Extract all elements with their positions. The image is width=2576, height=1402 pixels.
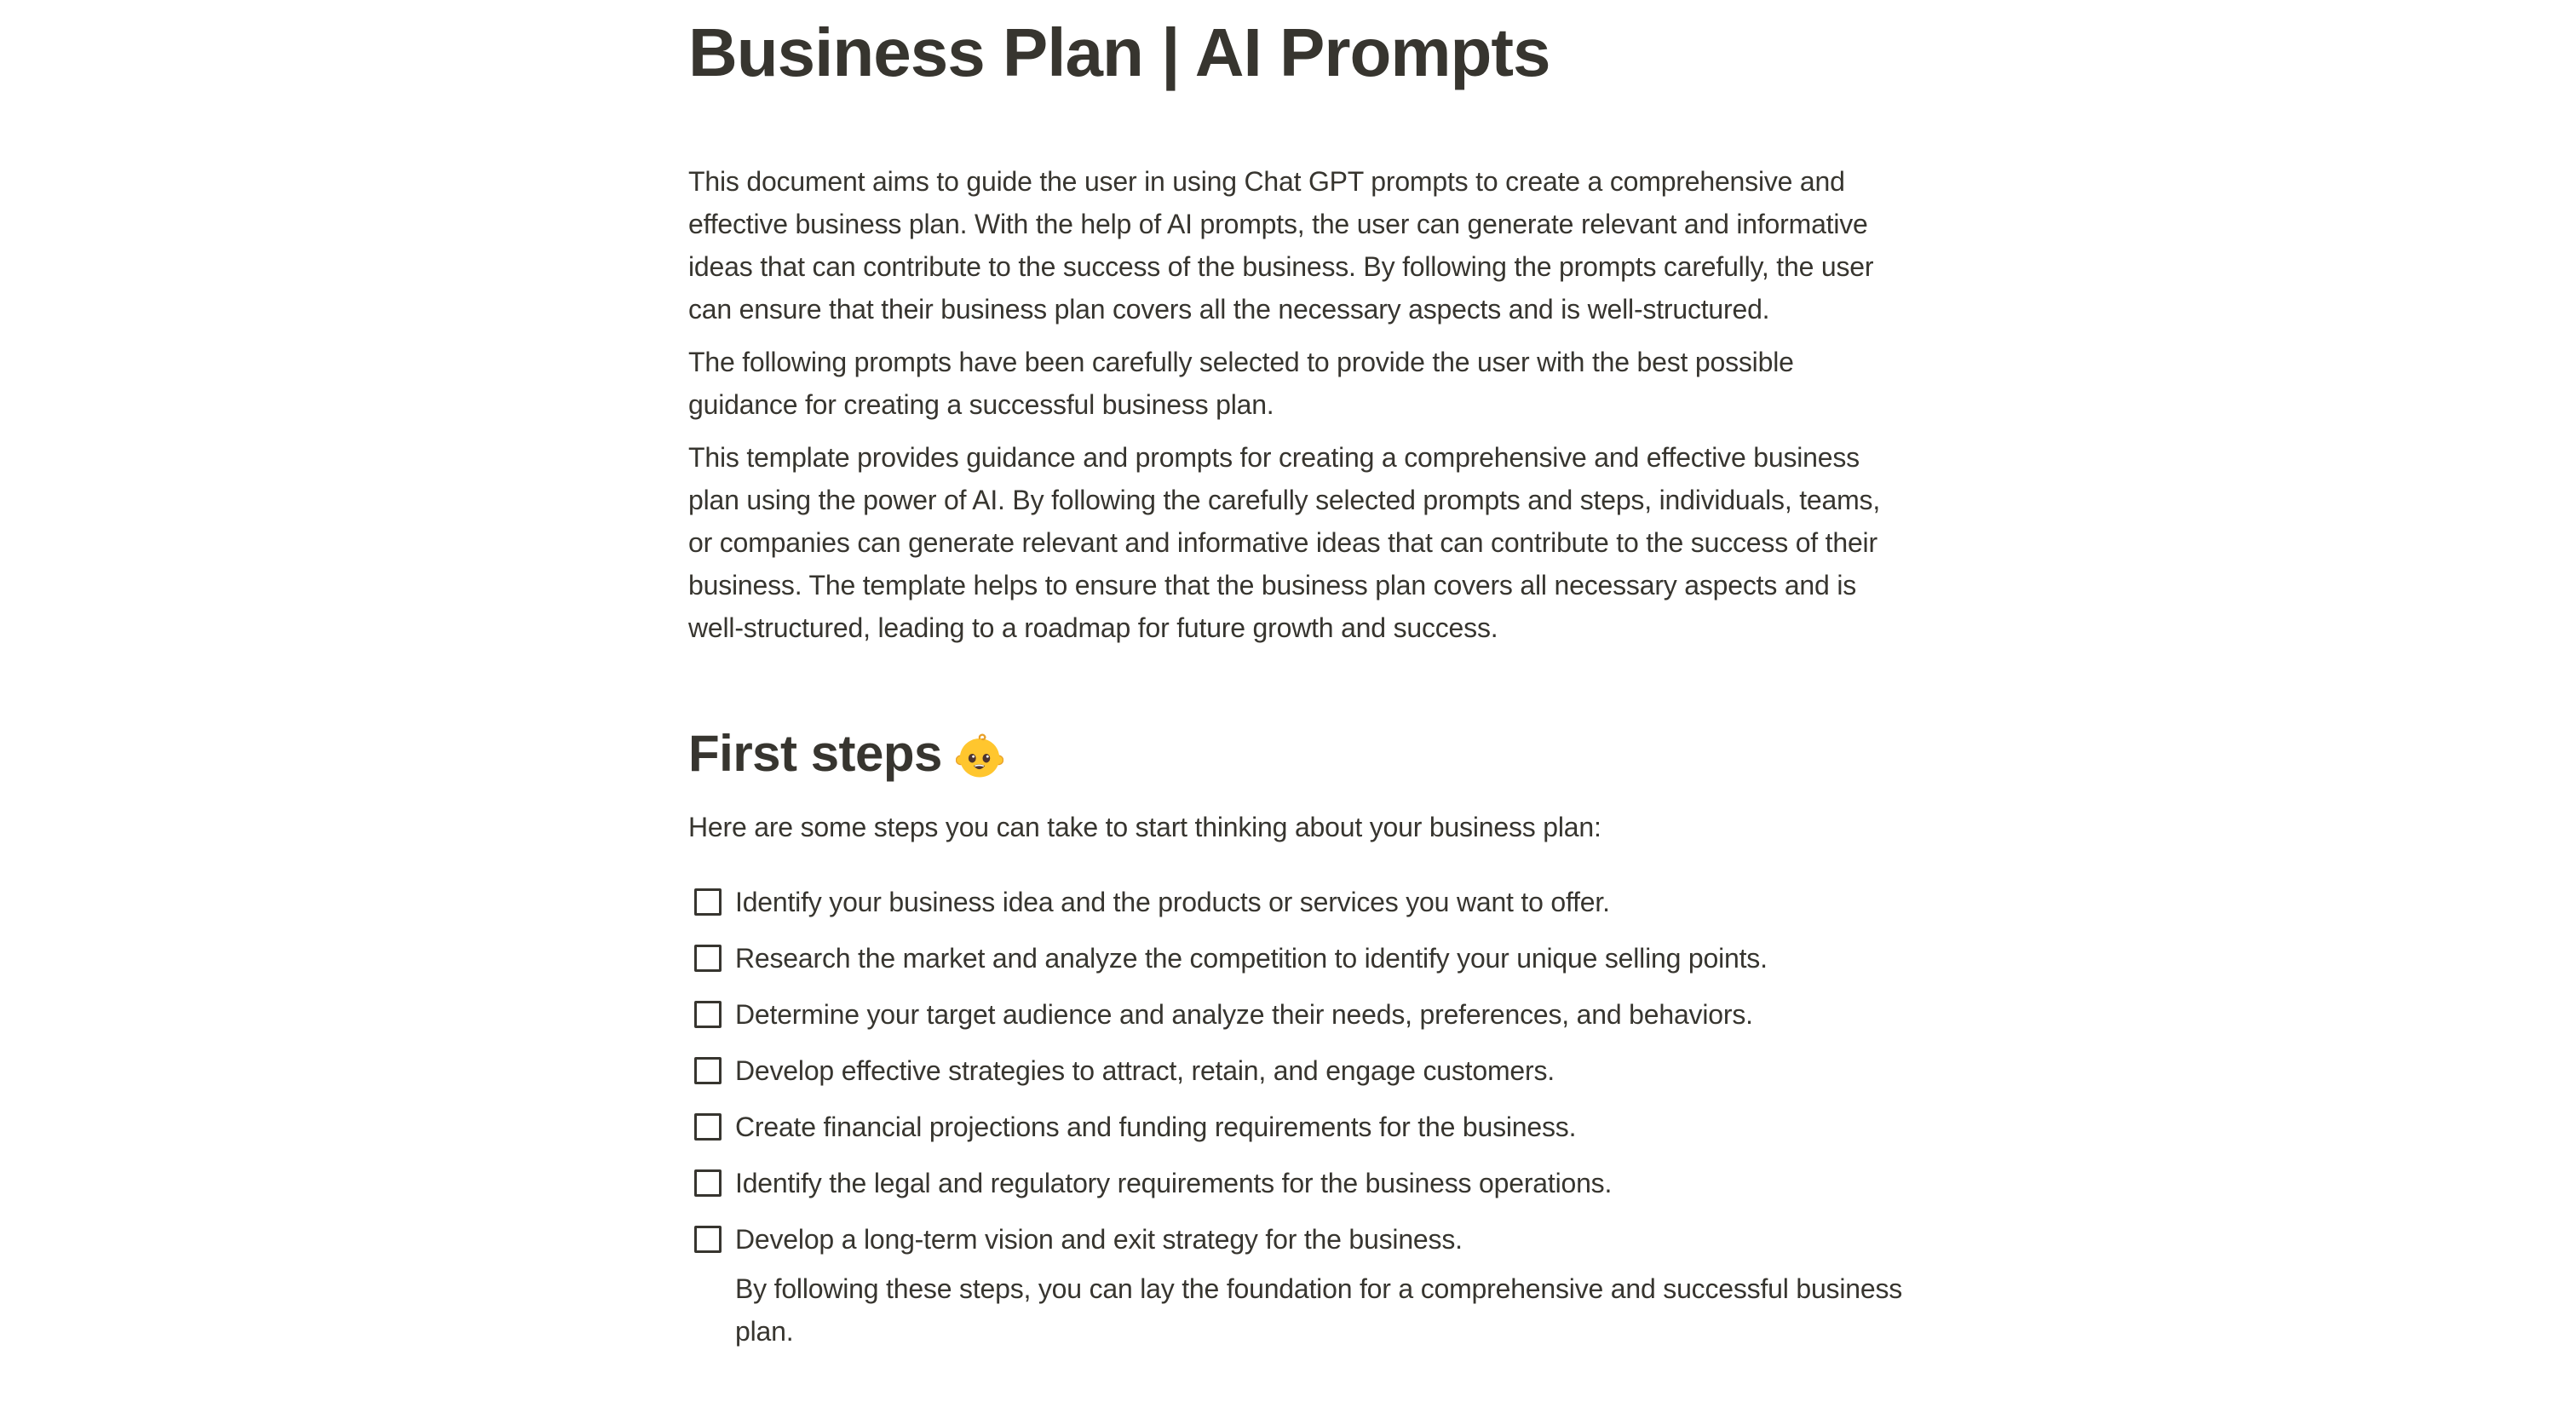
todo-label: Identify your business idea and the products or services you want to offer. [735, 887, 1610, 917]
page-title: Business Plan | AI Prompts [688, 14, 1550, 90]
todo-label: Develop a long-term vision and exit strategy for the business. [735, 1224, 1463, 1255]
todo-checkbox[interactable] [694, 1113, 722, 1141]
document-content [688, 0, 1908, 1353]
intro-paragraph-2: The following prompts have been carefully selected to provide the user with the best possible guidance for creating a successful business plan. [688, 347, 1794, 420]
todo-item [688, 1099, 1908, 1155]
todo-item [688, 986, 1908, 1043]
closing-text: By following these steps, you can lay the foundation for a comprehensive and successful business plan. [735, 1273, 1903, 1347]
baby-emoji-icon [956, 730, 1003, 778]
todo-checkbox[interactable] [694, 1057, 722, 1084]
todo-item [688, 1043, 1908, 1099]
todo-label: Identify the legal and regulatory requirements for the business operations. [735, 1168, 1613, 1198]
todo-item [688, 874, 1908, 930]
todo-checkbox[interactable] [694, 1169, 722, 1197]
todo-label: Determine your target audience and analyze their needs, preferences, and behaviors. [735, 999, 1753, 1030]
section-intro: Here are some steps you can take to start thinking about your business plan: [688, 812, 1601, 842]
todo-label: Create financial projections and funding requirements for the business. [735, 1112, 1577, 1142]
todo-item [688, 1155, 1908, 1211]
section-heading-text: First steps [688, 725, 942, 782]
todo-label: Research the market and analyze the competition to identify your unique selling points. [735, 943, 1768, 974]
section-heading-first-steps [688, 721, 1908, 787]
todo-checkbox[interactable] [694, 888, 722, 916]
todo-checkbox[interactable] [694, 945, 722, 972]
intro-section [688, 160, 1908, 649]
todo-item [688, 930, 1908, 986]
todo-list [688, 874, 1908, 1353]
intro-paragraph-1: This document aims to guide the user in using Chat GPT prompts to create a comprehensive and effective business plan. With the help of AI prompts, the user can generate relevant and informative ideas that can contribute to the success of the business. By following the prompts carefully, the user can ensure that their business plan covers all the necessary aspects and is well-structured. [688, 166, 1874, 325]
todo-item [688, 1211, 1908, 1267]
todo-checkbox[interactable] [694, 1001, 722, 1028]
todo-label: Develop effective strategies to attract, retain, and engage customers. [735, 1055, 1555, 1086]
todo-checkbox[interactable] [694, 1226, 722, 1253]
intro-paragraph-3: This template provides guidance and prompts for creating a comprehensive and effective business plan using the power of AI. By following the carefully selected prompts and steps, individuals, teams, or companies can generate relevant and informative ideas that can contribute to the success of their business. The template helps to ensure that the business plan covers all necessary aspects and is well-structured, leading to a roadmap for future growth and success. [688, 442, 1881, 643]
